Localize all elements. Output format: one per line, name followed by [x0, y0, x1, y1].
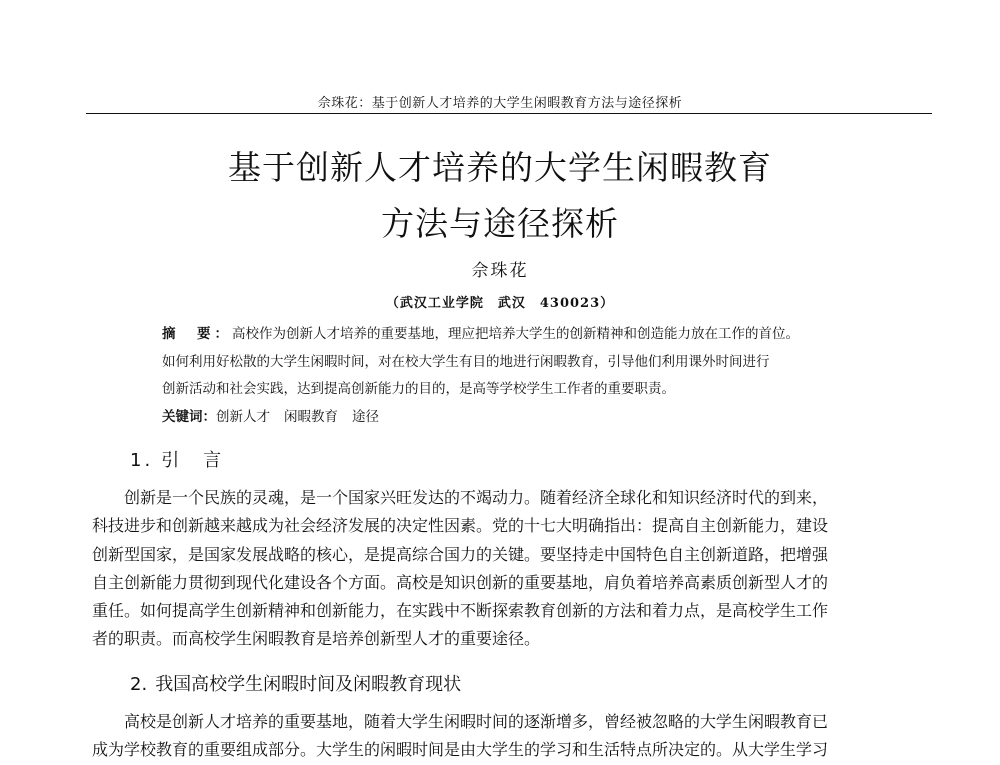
abstract-line: 创新活动和社会实践，达到提高创新能力的目的，是高等学校学生工作者的重要职责。 [162, 381, 675, 397]
keyword: 创新人才 [216, 408, 270, 425]
keyword: 途径 [352, 408, 379, 425]
paragraph-line: 创新型国家，是国家发展战略的核心，是提高综合国力的关键。要坚持走中国特色自主创新道路，把增强 [92, 544, 829, 564]
section-title: 我国高校学生闲暇时间及闲暇教育现状 [155, 674, 462, 695]
keywords-line [162, 404, 882, 432]
section-title: 引 言 [161, 450, 225, 471]
abstract-label: 摘 要： [162, 326, 232, 342]
section-heading-2 [130, 670, 461, 696]
abstract-block [162, 321, 882, 431]
section-number: 2. [130, 674, 148, 695]
keyword: 闲暇教育 [284, 408, 338, 425]
section-number: 1. [130, 450, 154, 471]
author-affiliation: （武汉工业学院 武汉 430023） [385, 296, 615, 311]
keywords-label: 关键词： [162, 408, 216, 425]
section-2-paragraph [92, 708, 932, 765]
paragraph-line: 者的职责。而高校学生闲暇教育是培养创新型人才的重要途径。 [92, 629, 541, 649]
abstract-line [162, 321, 882, 349]
paper-title-line-1: 基于创新人才培养的大学生闲暇教育 [228, 148, 772, 187]
paper-title-line-2: 方法与途径探析 [381, 204, 619, 243]
section-1-paragraph [92, 484, 932, 654]
running-header: 佘珠花：基于创新人才培养的大学生闲暇教育方法与途径探析 [317, 96, 683, 111]
paragraph-line: 创新是一个民族的灵魂，是一个国家兴旺发达的不竭动力。随着经济全球化和知识经济时代的到来， [124, 488, 829, 507]
header-rule [86, 113, 932, 114]
paragraph-line: 重任。如何提高学生创新精神和创新能力，在实践中不断探索教育创新的方法和着力点，是高校学生工作 [92, 601, 829, 621]
paragraph-line: 高校是创新人才培养的重要基地，随着大学生闲暇时间的逐渐增多，曾经被忽略的大学生闲暇教育已 [124, 712, 829, 731]
abstract-text: 高校作为创新人才培养的重要基地，理应把培养大学生的创新精神和创造能力放在工作的首位。 [232, 326, 799, 342]
paragraph-line: 成为学校教育的重要组成部分。大学生的闲暇时间是由大学生的学习和生活特点所决定的。从大学生学习 [92, 740, 829, 760]
paragraph-line: 科技进步和创新越来越成为社会经济发展的决定性因素。党的十七大明确指出：提高自主创新能力，建设 [92, 516, 829, 536]
section-heading-1 [130, 446, 224, 472]
author-name: 佘珠花 [471, 261, 529, 281]
paragraph-line: 自主创新能力贯彻到现代化建设各个方面。高校是知识创新的重要基地，肩负着培养高素质创新型人才的 [92, 572, 829, 592]
abstract-line: 如何利用好松散的大学生闲暇时间，对在校大学生有目的地进行闲暇教育，引导他们利用课外时间进行 [162, 353, 770, 370]
